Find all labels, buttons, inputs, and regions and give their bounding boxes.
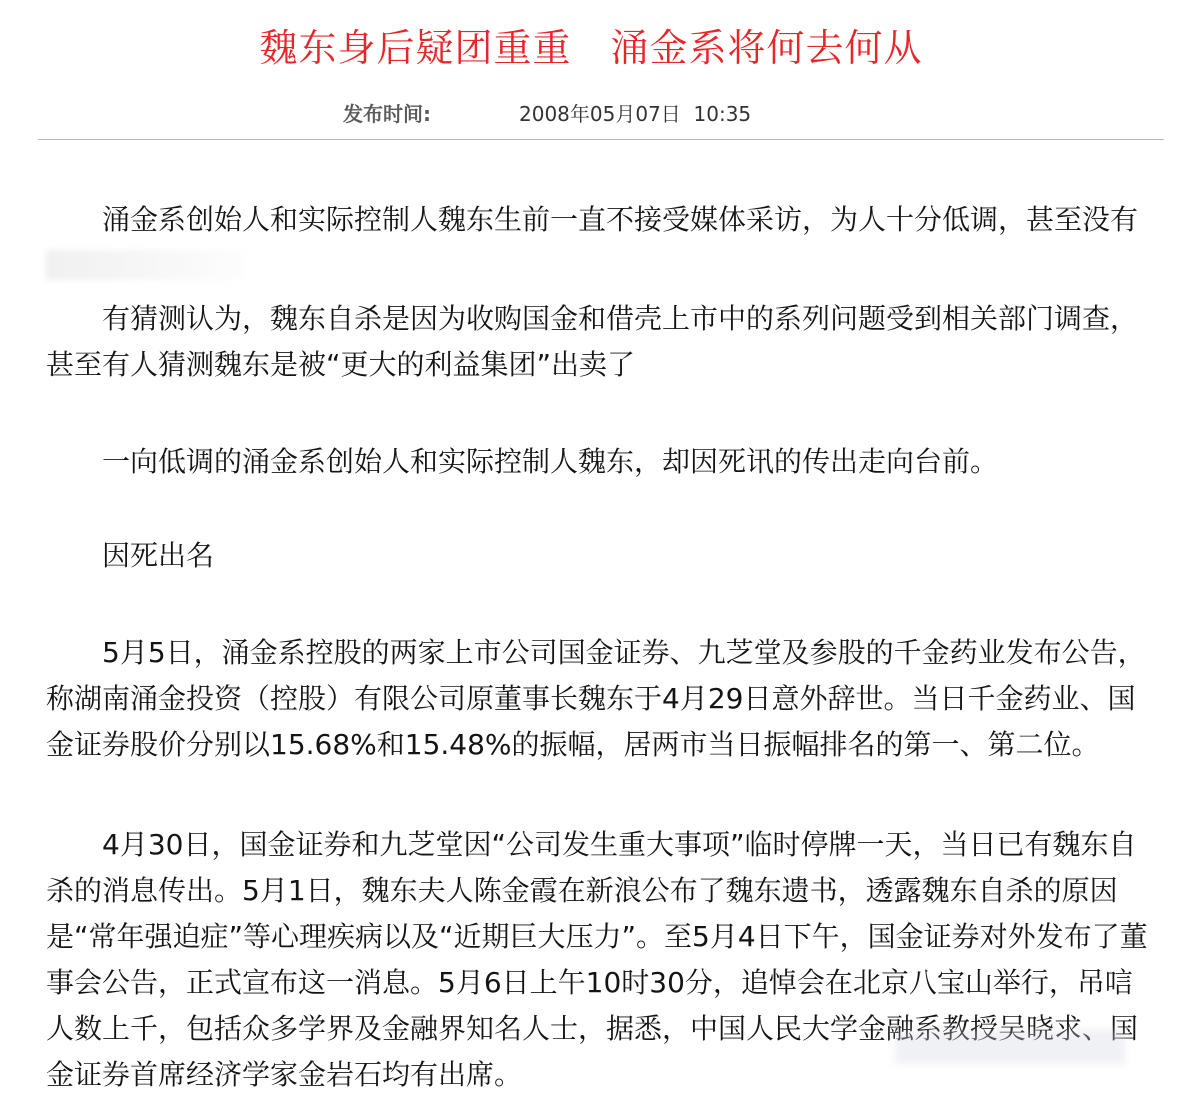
paragraph-1: 涌金系创始人和实际控制人魏东生前一直不接受媒体采访，为人十分低调，甚至没有 [102, 203, 1139, 236]
paragraph-4: 5月5日，涌金系控股的两家上市公司国金证券、九芝堂及参股的千金药业发布公告，称湖南涌金投资（控股）有限公司原董事长魏东于4月29日意外辞世。当日千金药业、国金证券股价分别以15.68%和15.48%的振幅，居两市当日振幅排名的第一、第二位。 [46, 636, 1146, 761]
paragraph-3: 一向低调的涌金系创始人和实际控制人魏东，却因死讯的传出走向台前。 [102, 445, 999, 478]
section-heading: 因死出名 [102, 539, 215, 572]
header-divider [38, 139, 1164, 140]
blurred-line [46, 250, 246, 280]
paragraph-2: 有猜测认为，魏东自杀是因为收购国金和借壳上市中的系列问题受到相关部门调查，甚至有人猜测魏东是被“更大的利益集团”出卖了 [46, 302, 1139, 381]
paragraph-5: 4月30日，国金证券和九芝堂因“公司发生重大事项”临时停牌一天，当日已有魏东自杀的消息传出。5月1日，魏东夫人陈金霞在新浪公布了魏东遗书，透露魏东自杀的原因是“常年强迫症”等心理疾病以及“近期巨大压力”。至5月4日下午，国金证券对外发布了董事会公告，正式宣布这一消息。5月6日上午10时30分，追悼会在北京八宝山举行，吊唁人数上千，包括众多学界及金融界知名人士，据悉，中国人民大学金融系教授吴晓求、国金证券首席经济学家金岩石均有出席。 [46, 828, 1148, 1091]
publish-time-label: 发布时间: [343, 102, 431, 126]
publish-info [0, 99, 1182, 129]
watermark [895, 1030, 1125, 1064]
article-title: 魏东身后疑团重重 涌金系将何去何从 [259, 26, 923, 70]
publish-time-value: 2008年05月07日 10:35 [519, 102, 752, 126]
